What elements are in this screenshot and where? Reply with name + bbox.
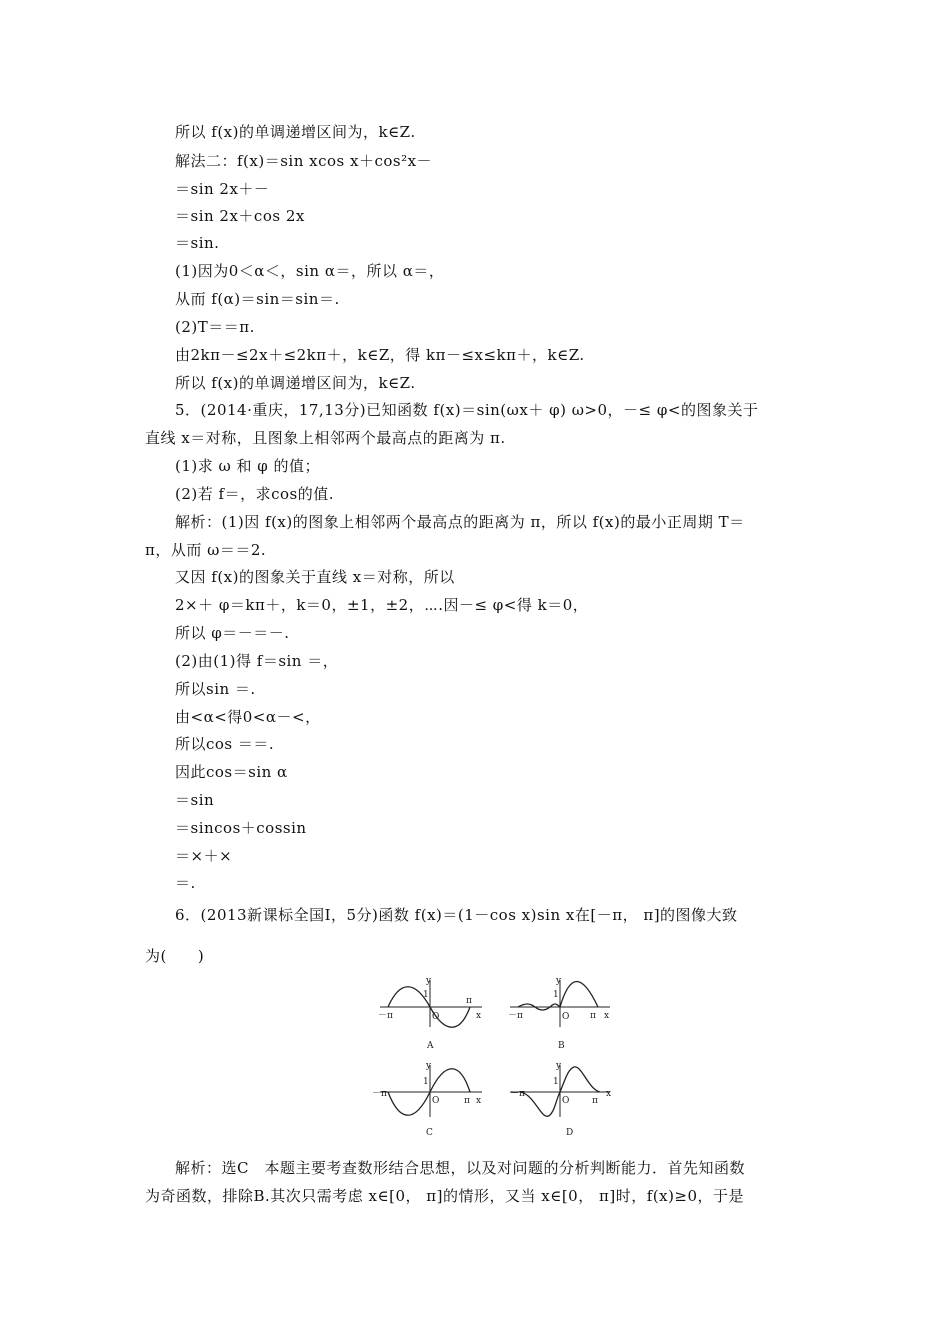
panel-label-c: C: [426, 1128, 433, 1138]
tick-label: π: [590, 1011, 596, 1021]
text-line: ＝sin 2x＋－: [175, 180, 270, 198]
axis-label-y: y: [556, 976, 562, 986]
answer-choice-graphs: [370, 975, 620, 1155]
axis-label-x: x: [476, 1011, 482, 1021]
text-line: (1)求 ω 和 φ 的值；: [175, 457, 321, 475]
tick-label: －π: [378, 1011, 393, 1021]
text-line: 所以 φ＝－＝－.: [175, 624, 290, 642]
text-line: 直线 x＝对称，且图象上相邻两个最高点的距离为 π.: [145, 429, 506, 447]
tick-label: 1: [423, 1077, 429, 1087]
text-line: 为( ): [145, 947, 205, 965]
text-line: 所以 f(x)的单调递增区间为，k∈Z.: [175, 374, 416, 392]
tick-label: π: [464, 1096, 470, 1106]
text-line: (2)T＝＝π.: [175, 318, 255, 336]
axis-label-y: y: [426, 1061, 432, 1071]
text-line: (2)若 f＝，求cos的值.: [175, 485, 334, 503]
text-line: 所以 f(x)的单调递增区间为，k∈Z.: [175, 123, 416, 141]
text-line: 又因 f(x)的图象关于直线 x＝对称，所以: [175, 568, 455, 586]
problem-6-title: 6．(2013新课标全国Ⅰ，5分)函数 f(x)＝(1－cos x)sin x在[－π， π]的图像大致: [175, 906, 738, 924]
tick-label: 1: [553, 1077, 559, 1087]
origin-label: O: [432, 1096, 440, 1106]
tick-label: －π: [510, 1089, 525, 1099]
tick-label: π: [592, 1096, 598, 1106]
tick-label: 1: [553, 990, 559, 1000]
text-line: 因此cos＝sin α: [175, 763, 288, 781]
text-line: 所以cos ＝＝.: [175, 735, 275, 753]
text-line: 由<α<得0<α－<，: [175, 708, 321, 726]
panel-label-b: B: [558, 1041, 565, 1051]
panel-label-d: D: [566, 1128, 574, 1138]
tick-label: π: [466, 996, 472, 1006]
axis-label-x: x: [476, 1096, 482, 1106]
text-line: 2×＋ φ＝kπ＋，k＝0，±1，±2，⋯.因－≤ φ<得 k＝0，: [175, 596, 589, 614]
text-line: 从而 f(α)＝sin＝sin＝.: [175, 290, 340, 308]
text-line: (2)由(1)得 f＝sin ＝，: [175, 652, 339, 670]
tick-label: 1: [423, 990, 429, 1000]
text-line: ＝sin.: [175, 234, 220, 252]
text-line: 解析：(1)因 f(x)的图象上相邻两个最高点的距离为 π，所以 f(x)的最小正周期 T＝: [175, 513, 745, 531]
text-line: ＝sin: [175, 791, 215, 809]
axis-label-y: y: [556, 1061, 562, 1071]
problem-5-title: 5．(2014·重庆，17,13分)已知函数 f(x)＝sin(ωx＋ φ) ω>0，－≤ φ<的图象关于: [175, 401, 759, 419]
tick-label: －π: [508, 1011, 523, 1021]
text-line: 解法二：f(x)＝sin xcos x＋cos²x－: [175, 152, 433, 170]
text-line: 所以sin ＝.: [175, 680, 256, 698]
text-line: (1)因为0＜α＜，sin α＝，所以 α＝，: [175, 262, 445, 280]
solution-line: 解析：选C 本题主要考查数形结合思想，以及对问题的分析判断能力．首先知函数: [175, 1159, 745, 1177]
axis-label-x: x: [604, 1011, 610, 1021]
axis-label-y: y: [426, 976, 432, 986]
text-line: π，从而 ω＝＝2.: [145, 541, 267, 559]
solution-line: 为奇函数，排除B.其次只需考虑 x∈[0， π]的情形，又当 x∈[0， π]时，f(x)≥0，于是: [145, 1187, 745, 1205]
tick-label: －π: [372, 1089, 387, 1099]
origin-label: O: [562, 1012, 570, 1022]
origin-label: O: [432, 1012, 440, 1022]
text-line: ＝.: [175, 874, 196, 892]
text-line: ＝sincos＋cossin: [175, 819, 307, 837]
origin-label: O: [562, 1096, 570, 1106]
text-line: ＝×＋×: [175, 847, 233, 865]
axis-label-x: x: [606, 1089, 612, 1099]
panel-label-a: A: [427, 1041, 434, 1051]
graphs-svg: [370, 975, 620, 1155]
text-line: ＝sin 2x＋cos 2x: [175, 207, 305, 225]
text-line: 由2kπ－≤2x＋≤2kπ＋，k∈Z，得 kπ－≤x≤kπ＋，k∈Z.: [175, 346, 585, 364]
